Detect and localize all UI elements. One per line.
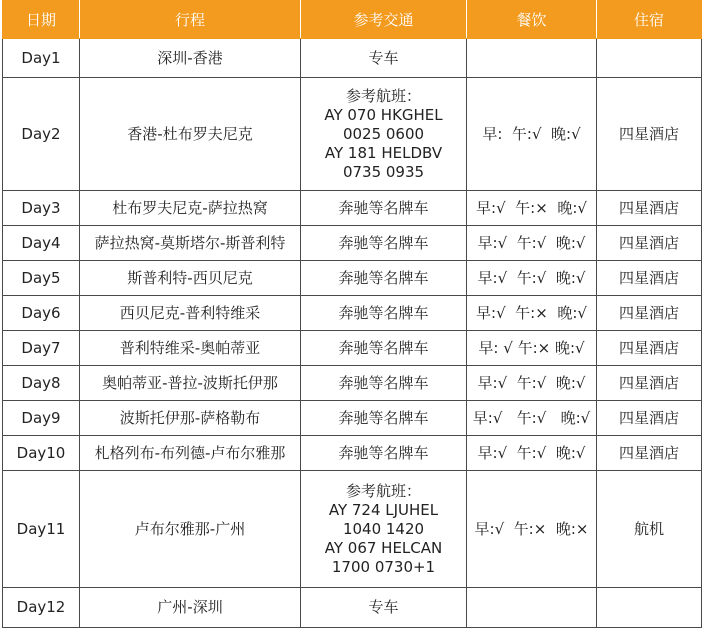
- meals-cell: 早:√ 午:× 晚:√: [467, 191, 597, 226]
- table-row: [3, 401, 702, 436]
- transport-line: 专车: [368, 48, 399, 67]
- transport-cell: [301, 78, 467, 191]
- day-cell: Day12: [3, 588, 80, 628]
- transport-line: AY 067 HELCAN: [324, 538, 443, 557]
- transport-line: AY 181 HELDBV: [324, 143, 443, 162]
- hotel-cell: 四星酒店: [597, 191, 702, 226]
- route-cell: 卢布尔雅那-广州: [80, 471, 301, 588]
- header-route: 行程: [80, 1, 301, 39]
- route-cell: 香港-杜布罗夫尼克: [80, 78, 301, 191]
- route-cell: 斯普利特-西贝尼克: [80, 261, 301, 296]
- transport-cell: [301, 226, 467, 261]
- hotel-cell: 四星酒店: [597, 401, 702, 436]
- day-cell: Day1: [3, 39, 80, 78]
- day-cell: Day8: [3, 366, 80, 401]
- meals-cell: 早:√ 午:× 晚:√: [467, 296, 597, 331]
- transport-cell: [301, 261, 467, 296]
- transport-line: 奔驰等名牌车: [338, 268, 429, 287]
- hotel-cell: 四星酒店: [597, 261, 702, 296]
- route-cell: 杜布罗夫尼克-萨拉热窝: [80, 191, 301, 226]
- transport-line: AY 724 LJUHEL: [328, 500, 439, 519]
- meals-cell: 早:√ 午:√ 晚:√: [467, 366, 597, 401]
- table-row: [3, 226, 702, 261]
- table-row: [3, 261, 702, 296]
- transport-line: 参考航班：: [345, 481, 421, 500]
- meals-cell: [467, 588, 597, 628]
- meals-cell: 早:√ 午:√ 晚:√: [467, 226, 597, 261]
- day-cell: Day7: [3, 331, 80, 366]
- table-row: [3, 78, 702, 191]
- transport-cell: [301, 588, 467, 628]
- hotel-cell: 四星酒店: [597, 366, 702, 401]
- transport-line: 奔驰等名牌车: [338, 408, 429, 427]
- transport-line: 奔驰等名牌车: [338, 373, 429, 392]
- day-cell: Day5: [3, 261, 80, 296]
- meals-cell: [467, 39, 597, 78]
- day-cell: Day11: [3, 471, 80, 588]
- transport-cell: [301, 191, 467, 226]
- day-cell: Day4: [3, 226, 80, 261]
- header-row: [3, 1, 702, 39]
- meals-cell: 早:√ 午:√ 晚:√: [467, 436, 597, 471]
- transport-cell: [301, 366, 467, 401]
- meals-cell: 早:√ 午:√ 晚:√: [467, 261, 597, 296]
- header-date: 日期: [3, 1, 80, 39]
- transport-line: AY 070 HKGHEL: [324, 105, 443, 124]
- transport-line: 奔驰等名牌车: [338, 303, 429, 322]
- transport-line: 奔驰等名牌车: [338, 198, 429, 217]
- transport-line: 奔驰等名牌车: [338, 233, 429, 252]
- meals-cell: 早:√ 午:√ 晚:√: [467, 401, 597, 436]
- route-cell: 札格列布-布列德-卢布尔雅那: [80, 436, 301, 471]
- itinerary-table: [2, 0, 702, 628]
- table-row: [3, 191, 702, 226]
- table-row: [3, 296, 702, 331]
- table-row: [3, 471, 702, 588]
- table-row: [3, 39, 702, 78]
- transport-line: 0735 0935: [342, 162, 425, 181]
- route-cell: 萨拉热窝-莫斯塔尔-斯普利特: [80, 226, 301, 261]
- itinerary-body: [3, 39, 702, 628]
- meals-cell: 早: 午:√ 晚:√: [467, 78, 597, 191]
- meals-cell: 早: √ 午:× 晚:√: [467, 331, 597, 366]
- meals-cell: 早:√ 午:× 晚:×: [467, 471, 597, 588]
- route-cell: 奥帕蒂亚-普拉-波斯托伊那: [80, 366, 301, 401]
- hotel-cell: [597, 588, 702, 628]
- day-cell: Day6: [3, 296, 80, 331]
- transport-line: 奔驰等名牌车: [338, 443, 429, 462]
- table-row: [3, 436, 702, 471]
- hotel-cell: 四星酒店: [597, 226, 702, 261]
- transport-line: 奔驰等名牌车: [338, 338, 429, 357]
- header-hotel: 住宿: [597, 1, 702, 39]
- hotel-cell: [597, 39, 702, 78]
- transport-line: 1700 0730+1: [331, 557, 436, 576]
- day-cell: Day3: [3, 191, 80, 226]
- hotel-cell: 航机: [597, 471, 702, 588]
- route-cell: 西贝尼克-普利特维采: [80, 296, 301, 331]
- transport-cell: [301, 436, 467, 471]
- header-meals: 餐饮: [467, 1, 597, 39]
- transport-cell: [301, 401, 467, 436]
- hotel-cell: 四星酒店: [597, 436, 702, 471]
- transport-line: 1040 1420: [342, 519, 425, 538]
- table-row: [3, 588, 702, 628]
- route-cell: 普利特维采-奥帕蒂亚: [80, 331, 301, 366]
- day-cell: Day10: [3, 436, 80, 471]
- transport-line: 参考航班：: [345, 86, 421, 105]
- day-cell: Day9: [3, 401, 80, 436]
- transport-cell: [301, 39, 467, 78]
- route-cell: 波斯托伊那-萨格勒布: [80, 401, 301, 436]
- hotel-cell: 四星酒店: [597, 331, 702, 366]
- transport-cell: [301, 331, 467, 366]
- table-row: [3, 366, 702, 401]
- hotel-cell: 四星酒店: [597, 78, 702, 191]
- hotel-cell: 四星酒店: [597, 296, 702, 331]
- transport-line: 专车: [368, 598, 399, 616]
- transport-cell: [301, 296, 467, 331]
- route-cell: 深圳-香港: [80, 39, 301, 78]
- header-transport: 参考交通: [301, 1, 467, 39]
- transport-line: 0025 0600: [342, 124, 425, 143]
- day-cell: Day2: [3, 78, 80, 191]
- transport-cell: [301, 471, 467, 588]
- route-cell: 广州-深圳: [80, 588, 301, 628]
- table-row: [3, 331, 702, 366]
